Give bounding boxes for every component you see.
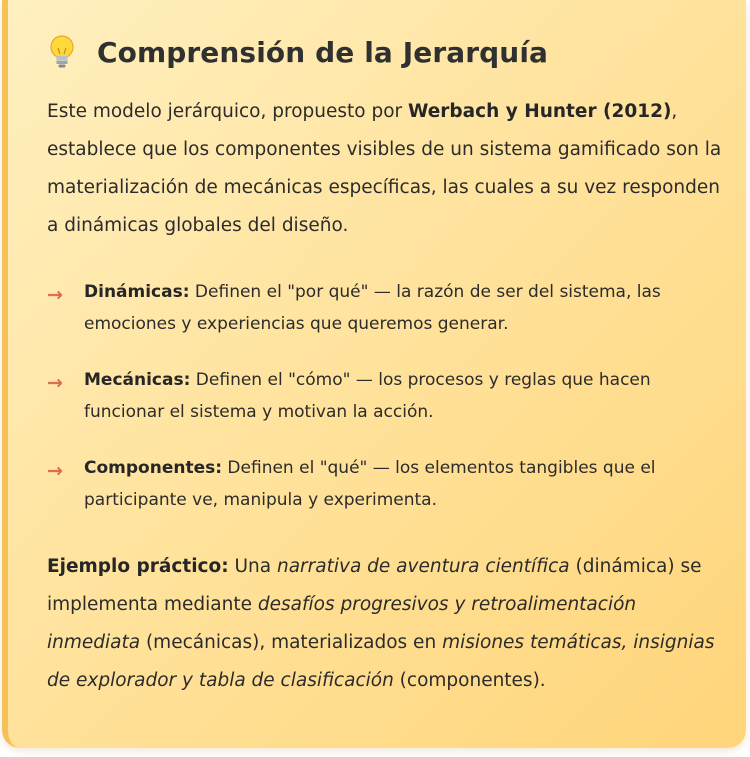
lightbulb-icon [47,34,77,70]
page-title: Comprensión de la Jerarquía [97,35,549,69]
item-term: Componentes: [84,458,223,478]
arrow-right-icon: → [47,460,63,482]
list-item-componentes [47,452,707,516]
title-row [47,34,548,70]
list-item-mecanicas [47,364,707,428]
item-term: Dinámicas: [84,282,190,302]
item-text: Definen el "qué" — los elementos tangibles que el participante ve, manipula y experimenta. [84,458,656,510]
item-term: Mecánicas: [84,370,191,390]
arrow-right-icon: → [47,284,63,306]
list-item-dinamicas [47,276,707,340]
intro-paragraph: Este modelo jerárquico, propuesto por Werbach y Hunter (2012), establece que los componentes visibles de un sistema gamificado son la materialización de mecánicas específicas, las cuales a su vez responden a dinámicas globales del diseño. [47,101,722,236]
author-citation: Werbach y Hunter (2012) [408,101,672,122]
example-label: Ejemplo práctico: [47,556,229,577]
item-text: Definen el "cómo" — los procesos y reglas que hacen funcionar el sistema y motivan la acción. [84,370,651,422]
hierarchy-list [47,276,707,540]
example-paragraph: Ejemplo práctico: Una narrativa de aventura científica (dinámica) se implementa mediante desafíos progresivos y retroalimentación inmediata (mecánicas), materializados en misiones temáticas, insignias de explorador y tabla de clasificación (componentes). [47,556,715,691]
arrow-right-icon: → [47,372,63,394]
item-text: Definen el "por qué" — la razón de ser del sistema, las emociones y experiencias que queremos generar. [84,282,661,334]
